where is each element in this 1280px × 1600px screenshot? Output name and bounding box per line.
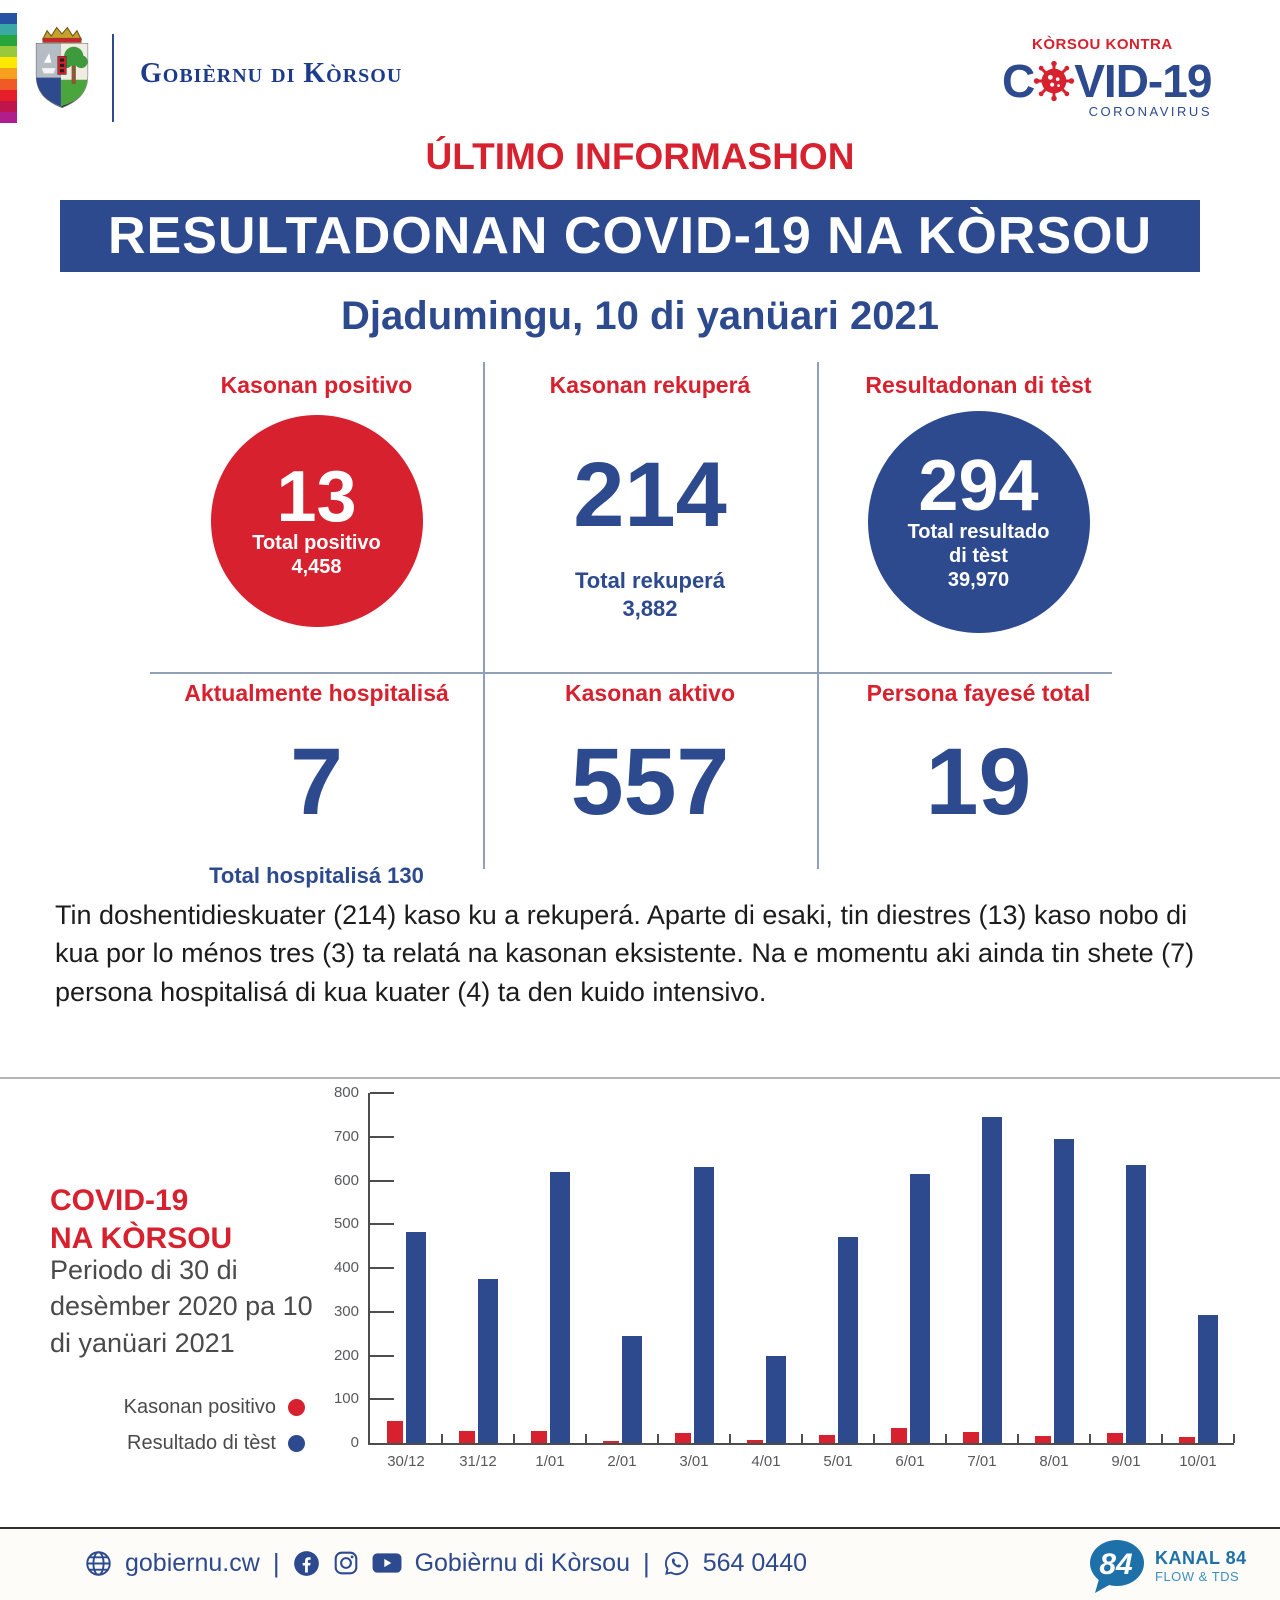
bar-tests-30-12 bbox=[406, 1232, 426, 1443]
bar-tests-3-01 bbox=[694, 1167, 714, 1443]
bar-group-3-01 bbox=[658, 1093, 730, 1470]
bar-positive-30-12 bbox=[387, 1421, 403, 1443]
x-axis-label: 8/01 bbox=[1039, 1453, 1069, 1470]
x-axis-label: 2/01 bbox=[607, 1453, 637, 1470]
title-banner bbox=[60, 200, 1200, 272]
stat-deceased bbox=[817, 680, 1140, 835]
bar-tests-2-01 bbox=[622, 1336, 642, 1443]
stat-deceased-label: Persona fayesé total bbox=[866, 680, 1091, 706]
covid-logo-c: C bbox=[1002, 55, 1035, 107]
stat-test-results bbox=[817, 372, 1140, 633]
covid-logo-kicker: KÒRSOU KONTRA bbox=[1032, 36, 1173, 53]
bar-group-7-01 bbox=[946, 1093, 1018, 1470]
bar-group-2-01 bbox=[586, 1093, 658, 1470]
section-divider bbox=[0, 1077, 1280, 1079]
facebook-icon[interactable] bbox=[293, 1550, 320, 1577]
report-date: Djadumingu, 10 di yanüari 2021 bbox=[341, 294, 939, 338]
summary-paragraph: Tin doshentidieskuater (214) kaso ku a rekuperá. Aparte di esaki, tin diestres (13) kaso nobo di kua por lo ménos tres (3) ta relatá na kasonan eksistente. Na e momentu aki ainda tin shete (7) persona hospitalisá di kua kuater (4) ta den kuido intensivo. bbox=[55, 900, 1195, 1007]
curacao-coat-of-arms bbox=[30, 24, 94, 115]
y-axis-label: 200 bbox=[333, 1346, 359, 1364]
tests-total-label-1: Total resultado bbox=[907, 521, 1050, 544]
bar-positive-7-01 bbox=[963, 1432, 979, 1443]
bar-positive-1-01 bbox=[531, 1431, 547, 1443]
header-divider bbox=[112, 34, 114, 122]
stat-positive-cases bbox=[150, 372, 483, 627]
bar-tests-1-01 bbox=[550, 1172, 570, 1443]
footer-social-name: Gobièrnu di Kòrsou bbox=[414, 1548, 630, 1577]
deceased-value: 19 bbox=[925, 729, 1032, 835]
globe-icon bbox=[85, 1550, 112, 1577]
tests-total-label-2: di tèst bbox=[949, 545, 1008, 568]
x-axis-label: 30/12 bbox=[387, 1453, 425, 1470]
recovered-total-value: 3,882 bbox=[622, 595, 678, 621]
youtube-icon[interactable] bbox=[372, 1551, 402, 1575]
tests-total-value: 39,970 bbox=[947, 569, 1010, 592]
footer-divider bbox=[0, 1527, 1280, 1529]
chart-subtitle: Periodo di 30 di desèmber 2020 pa 10 di yanüari 2021 bbox=[50, 1255, 313, 1358]
legend-positive-dot bbox=[288, 1399, 305, 1416]
stat-tests-label: Resultadonan di tèst bbox=[865, 372, 1092, 398]
y-axis-label: 400 bbox=[333, 1259, 359, 1276]
rainbow-flag-strip bbox=[0, 13, 17, 123]
chart-title-line1: COVID-19 bbox=[50, 1184, 189, 1217]
kanal84-name: KANAL 84 bbox=[1155, 1548, 1247, 1568]
chart-plot bbox=[333, 1084, 1234, 1470]
positive-total-value: 4,458 bbox=[291, 556, 342, 579]
bar-group-6-01 bbox=[874, 1093, 946, 1470]
covid-logo-vid19: VID-19 bbox=[1074, 55, 1212, 107]
hospitalized-value: 7 bbox=[290, 729, 343, 835]
bar-group-4-01 bbox=[730, 1093, 802, 1470]
stat-active-label: Kasonan aktivo bbox=[565, 680, 735, 706]
stat-recovered-label: Kasonan rekuperá bbox=[549, 372, 751, 398]
legend-positive-label: Kasonan positivo bbox=[123, 1396, 276, 1418]
bar-tests-5-01 bbox=[838, 1237, 858, 1443]
covid19-campaign-logo bbox=[1002, 36, 1212, 119]
legend-item-tests bbox=[100, 1432, 305, 1455]
bar-positive-10-01 bbox=[1179, 1437, 1195, 1443]
stat-positive-label: Kasonan positivo bbox=[220, 372, 413, 398]
y-axis-label: 300 bbox=[333, 1302, 359, 1320]
government-name: Gobièrnu di Kòrsou bbox=[140, 58, 403, 89]
bar-positive-9-01 bbox=[1107, 1433, 1123, 1443]
footer-phone[interactable]: 564 0440 bbox=[702, 1548, 808, 1577]
y-axis-label: 0 bbox=[350, 1434, 359, 1451]
whatsapp-icon[interactable] bbox=[663, 1550, 690, 1577]
recovered-value: 214 bbox=[573, 444, 727, 546]
hospitalized-total-label: Total hospitalisá 130 bbox=[209, 863, 424, 888]
x-axis-label: 6/01 bbox=[895, 1453, 925, 1470]
x-axis-label: 7/01 bbox=[967, 1453, 997, 1470]
bar-group-10-01 bbox=[1162, 1093, 1234, 1470]
stat-hospitalized bbox=[150, 680, 483, 890]
bar-tests-4-01 bbox=[766, 1356, 786, 1444]
bar-positive-4-01 bbox=[747, 1440, 763, 1443]
legend-item-positive bbox=[100, 1396, 305, 1419]
kanal84-bubble-icon bbox=[1085, 1537, 1147, 1595]
stat-active-cases bbox=[483, 680, 817, 835]
stats-horizontal-divider bbox=[150, 672, 1112, 674]
virus-icon bbox=[1032, 59, 1076, 103]
bar-group-9-01 bbox=[1090, 1093, 1162, 1470]
bar-group-31-12 bbox=[442, 1093, 514, 1470]
y-axis-label: 800 bbox=[333, 1084, 359, 1101]
x-axis-label: 3/01 bbox=[679, 1453, 709, 1470]
chart-legend bbox=[100, 1396, 305, 1455]
bar-tests-8-01 bbox=[1054, 1139, 1074, 1443]
x-axis-label: 9/01 bbox=[1111, 1453, 1141, 1470]
bar-group-30-12 bbox=[370, 1093, 442, 1470]
tests-value: 294 bbox=[918, 445, 1039, 526]
tests-circle bbox=[868, 411, 1090, 633]
bar-tests-6-01 bbox=[910, 1174, 930, 1443]
x-axis-label: 4/01 bbox=[751, 1453, 781, 1470]
bar-tests-10-01 bbox=[1198, 1315, 1218, 1443]
title-banner-text: RESULTADONAN COVID-19 NA KÒRSOU bbox=[107, 207, 1153, 265]
page-kicker: ÚLTIMO INFORMASHON bbox=[425, 136, 855, 177]
chart-title bbox=[50, 1182, 232, 1257]
bar-positive-3-01 bbox=[675, 1433, 691, 1443]
x-axis-label: 5/01 bbox=[823, 1453, 853, 1470]
chart-title-line2: NA KÒRSOU bbox=[50, 1221, 233, 1255]
y-axis-label: 600 bbox=[333, 1171, 359, 1189]
stat-hospitalized-label: Aktualmente hospitalisá bbox=[184, 680, 449, 706]
y-axis-label: 700 bbox=[333, 1127, 359, 1145]
bar-positive-31-12 bbox=[459, 1431, 475, 1443]
active-value: 557 bbox=[570, 729, 730, 835]
bar-positive-5-01 bbox=[819, 1435, 835, 1443]
footer-separator-2: | bbox=[642, 1547, 650, 1578]
bar-tests-31-12 bbox=[478, 1279, 498, 1443]
y-axis-label: 100 bbox=[333, 1390, 359, 1408]
x-axis-label: 31/12 bbox=[459, 1453, 497, 1470]
positive-total-label: Total positivo bbox=[252, 532, 381, 555]
x-axis-label: 1/01 bbox=[535, 1453, 565, 1470]
footer-contact-bar bbox=[85, 1543, 807, 1583]
bar-group-5-01 bbox=[802, 1093, 874, 1470]
positive-value: 13 bbox=[276, 456, 357, 537]
kanal84-tagline: FLOW & TDS bbox=[1155, 1569, 1240, 1584]
bar-tests-7-01 bbox=[982, 1117, 1002, 1443]
covid-logo-subtitle: CORONAVIRUS bbox=[1088, 104, 1212, 119]
bar-group-1-01 bbox=[514, 1093, 586, 1470]
bar-positive-2-01 bbox=[603, 1441, 619, 1443]
kanal84-bubble-text: 84 bbox=[1099, 1548, 1133, 1581]
positive-circle bbox=[211, 415, 423, 627]
legend-tests-dot bbox=[288, 1435, 305, 1452]
stat-recovered-cases bbox=[483, 372, 817, 622]
footer-separator-1: | bbox=[272, 1547, 280, 1578]
x-axis-label: 10/01 bbox=[1179, 1453, 1217, 1470]
y-axis-label: 500 bbox=[333, 1215, 359, 1233]
bar-tests-9-01 bbox=[1126, 1165, 1146, 1443]
footer-website[interactable]: gobiernu.cw bbox=[125, 1548, 260, 1577]
instagram-icon[interactable] bbox=[333, 1550, 359, 1576]
recovered-total-label: Total rekuperá bbox=[575, 568, 725, 593]
x-axis-tick bbox=[1233, 1434, 1235, 1443]
bar-positive-8-01 bbox=[1035, 1436, 1051, 1443]
bar-positive-6-01 bbox=[891, 1428, 907, 1443]
bar-group-8-01 bbox=[1018, 1093, 1090, 1470]
legend-tests-label: Resultado di tèst bbox=[127, 1432, 276, 1454]
kanal84-logo bbox=[1085, 1537, 1247, 1595]
